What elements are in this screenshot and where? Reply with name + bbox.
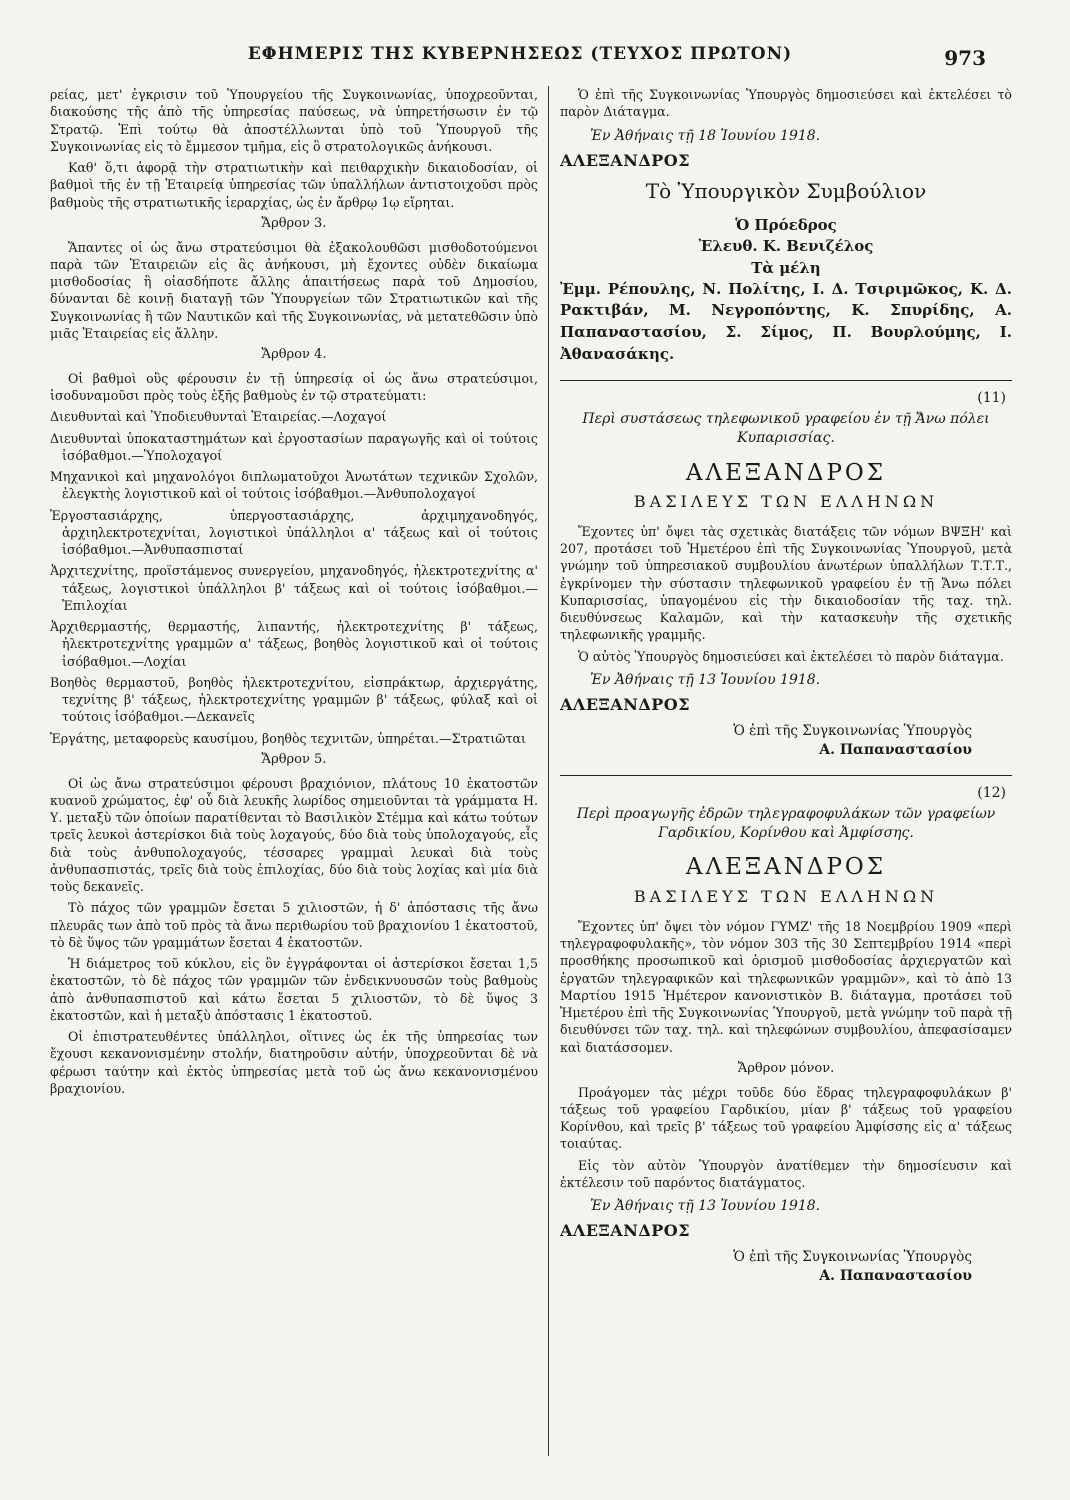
king-title: ΒΑΣΙΛΕΥΣ ΤΩΝ ΕΛΛΗΝΩΝ <box>633 886 939 906</box>
minister-signature <box>560 1248 972 1286</box>
rank-entry: Διευθυνταὶ ὑποκαταστημάτων καὶ ἐργοστασίων παραγωγῆς καὶ οἱ τούτοις ἰσόβαθμοι.—Ὑπολοχαγοί <box>50 430 538 463</box>
article-heading: Ἄρθρον 4. <box>261 347 327 363</box>
rank-entry: Ἀρχιτεχνίτης, προϊστάμενος συνεργείου, μηχανοδηγός, ἠλεκτροτεχνίτης α' τάξεως, λογιστικοὶ ὑπάλληλοι β' τάξεως καὶ οἱ τούτοις ἰσόβαθμοι.—Ἐπιλοχίαι <box>50 563 538 613</box>
minister-title: Ὁ ἐπὶ τῆς Συγκοινωνίας Ὑπουργὸς <box>733 723 972 740</box>
council-heading: Τὸ Ὑπουργικὸν Συμβούλιον <box>645 178 927 203</box>
paragraph: Ὁ ἐπὶ τῆς Συγκοινωνίας Ὑπουργὸς δημοσιεύσει καὶ ἐκτελέσει τὸ παρὸν Διάταγμα. <box>560 87 1012 120</box>
rank-entry: Ἐργοστασιάρχης, ὑπεργοστασιάρχης, ἀρχιμηχανοδηγός, ἀρχιηλεκτροτεχνίται, λογιστικοὶ ὑπάλληλοι α' τάξεως καὶ οἱ τούτοις ἰσόβαθμοι.—Ἀνθυπασπισταί <box>50 507 538 558</box>
column-divider <box>548 86 549 1456</box>
decree-number: (12) <box>977 784 1006 801</box>
left-column <box>50 86 538 1101</box>
paragraph: Ἔχοντες ὑπ' ὄψει τὸν νόμον ΓΥΜΖ' τῆς 18 Νοεμβρίου 1909 «περὶ τηλεγραφοφυλακῆς», τὸν νόμον 303 τῆς 30 Σεπτεμβρίου 1914 «περὶ προσθήκης προσωπικοῦ καὶ ὁρισμοῦ μισθοδοσίας ἀρχιεργατῶν καὶ ἐργατῶν τηλεγραφικῶν καὶ τηλεφωνικῶν γραμμῶν», καὶ τὸ ἀπὸ 13 Μαρτίου 1915 Ἡμέτερον κανονιστικὸν Β. διάταγμα, προτάσει τοῦ Ἡμετέρου ἐπὶ τῆς Συγκοινωνίας Ὑπουργοῦ, μετὰ γνώμην τοῦ παρὰ τῇ διευθύνσει τῶν ταχ. τηλ. καὶ τηλεφώνων συμβουλίου, ἀπεφασίσαμεν καὶ διατάσσομεν. <box>560 918 1012 1055</box>
king-signature: ΑΛΕΞΑΝΔΡΟΣ <box>560 695 691 715</box>
paragraph: Καθ' ὅ,τι ἀφορᾷ τὴν στρατιωτικὴν καὶ πειθαρχικὴν δικαιοδοσίαν, οἱ βαθμοὶ τῆς ἐν τῇ Ἑταιρείᾳ ὑπηρεσίας τῶν ὑπαλλήλων ἀντιστοιχοῦσι πρὸς βαθμοὺς τῆς στρατιωτικῆς ἱεραρχίας, ὡς ἐν ἄρθρῳ 1ῳ εἴρηται. <box>50 160 538 210</box>
minister-name: Α. Παπαναστασίου <box>819 741 972 758</box>
king-signature: ΑΛΕΞΑΝΔΡΟΣ <box>560 150 691 170</box>
rank-entry: Μηχανικοὶ καὶ μηχανολόγοι διπλωματοῦχοι Ἀνωτάτων τεχνικῶν Σχολῶν, ἐλεγκτὴς λογιστικοῦ καὶ οἱ τούτοις ἰσόβαθμοι.—Ἀνθυπολοχαγοί <box>50 469 538 502</box>
rank-entry: Διευθυνταὶ καὶ Ὑποδιευθυνταὶ Ἑταιρείας.—Λοχαγοί <box>50 409 387 425</box>
article-heading: Ἄρθρον μόνον. <box>737 1060 835 1076</box>
minister-title: Ὁ ἐπὶ τῆς Συγκοινωνίας Ὑπουργὸς <box>733 1249 972 1266</box>
decree-date: Ἐν Ἀθήναις τῇ 13 Ἰουνίου 1918. <box>590 671 821 688</box>
decree-number: (11) <box>977 389 1006 406</box>
minister-signature <box>560 722 972 760</box>
king-name: ΑΛΕΞΑΝΔΡΟΣ <box>685 459 887 486</box>
decree-date: Ἐν Ἀθήναις τῇ 13 Ἰουνίου 1918. <box>590 1198 821 1215</box>
paragraph: ρείας, μετ' ἐγκρισιν τοῦ Ὑπουργείου τῆς Συγκοινωνίας, ὑποχρεοῦνται, διακούσης τῆς ἀπὸ τῆς ὑπηρεσίας παύσεως, νὰ ὑπηρετήσωσιν ἐν τῷ Στρατῷ. Ἐπὶ τούτῳ θὰ ἀποστέλλωνται ὑπὸ τοῦ Ὑπουργοῦ τῆς Συγκοινωνίας εἰς τὸ ἔμμεσον τμῆμα, εἰς ὃ στρατολογικῶς ἀνήκουσι. <box>50 87 538 154</box>
paragraph: Ἅπαντες οἱ ὡς ἄνω στρατεύσιμοι θὰ ἐξακολουθῶσι μισθοδοτούμενοι παρὰ τῶν Ἑταιρειῶν εἰς ἃς ἀνήκουσι, μὴ ἔχοντες οὐδὲν δικαίωμα μισθοδοσίας ἢ οἱασδήποτε ἄλλης ἀπαιτήσεως παρὰ τοῦ Δημοσίου, δύνανται δὲ κοινῇ διαταγῇ τῶν Ὑπουργείων τῶν Στρατιωτικῶν καὶ τῆς Συγκοινωνίας ἢ τῶν Ναυτικῶν καὶ τῆς Συγκοινωνίας, νὰ μετατεθῶσιν ὑπὸ μιᾶς Ἑταιρείας εἰς ἄλλην. <box>50 239 538 341</box>
paragraph: Εἰς τὸν αὐτὸν Ὑπουργὸν ἀνατίθεμεν τὴν δημοσίευσιν καὶ ἐκτέλεσιν τοῦ παρόντος διατάγματος. <box>560 1157 1012 1190</box>
page-number: 973 <box>944 46 986 70</box>
right-column <box>560 86 1012 1297</box>
section-divider <box>560 775 1012 776</box>
paragraph: Οἱ βαθμοὶ οὓς φέρουσιν ἐν τῇ ὑπηρεσίᾳ οἱ ὡς ἄνω στρατεύσιμοι, ἰσοδυναμοῦσι πρὸς τοὺς ἑξῆς βαθμοὺς ἐν τῷ στρατεύματι: <box>50 370 538 404</box>
president-title: Ὁ Πρόεδρος <box>735 215 837 234</box>
article-heading: Ἄρθρον 3. <box>261 215 327 231</box>
page-header: ΕΦΗΜΕΡΙΣ ΤΗΣ ΚΥΒΕΡΝΗΣΕΩΣ (ΤΕΥΧΟΣ ΠΡΩΤΟΝ) <box>247 44 793 64</box>
article-heading: Ἄρθρον 5. <box>261 751 327 767</box>
section-divider <box>560 380 1012 381</box>
minister-name: Α. Παπαναστασίου <box>819 1268 972 1285</box>
paragraph: Ἡ διάμετρος τοῦ κύκλου, εἰς ὃν ἐγγράφονται οἱ ἀστερίσκοι ἔσεται 1,5 ἑκατοστῶν, τὸ δὲ πάχος τῶν γραμμῶν τῶν ἐνδεικνυουσῶν τοὺς βαθμοὺς ἀπὸ ἀνθυπασπιστοῦ καὶ κάτω ἔσεται 5 χιλιοστῶν, τὸ δὲ ὕψος 3 ἑκατοστῶν, καὶ ἡ μεταξὺ ἀπόστασις 1 ἑκατοστοῦ. <box>50 956 538 1023</box>
king-name: ΑΛΕΞΑΝΔΡΟΣ <box>685 854 887 881</box>
king-title: ΒΑΣΙΛΕΥΣ ΤΩΝ ΕΛΛΗΝΩΝ <box>633 492 939 512</box>
decree-date: Ἐν Ἀθήναις τῇ 18 Ἰουνίου 1918. <box>590 127 821 144</box>
paragraph: Ὁ αὐτὸς Ὑπουργὸς δημοσιεύσει καὶ ἐκτελέσει τὸ παρὸν διάταγμα. <box>578 648 1004 664</box>
rank-entry: Ἐργάτης, μεταφορεὺς καυσίμου, βοηθὸς τεχνιτῶν, ὑπηρέται.—Στρατιῶται <box>50 730 526 746</box>
paragraph: Οἱ ἐπιστρατευθέντες ὑπάλληλοι, οἵτινες ὡς ἐκ τῆς ὑπηρεσίας των ἔχουσι κεκανονισμένην στολήν, διατηροῦσιν αὐτήν, ὑποχρεοῦνται δὲ νὰ φέρωσι ταύτην καὶ ἐκτὸς ὑπηρεσίας μετὰ τοῦ ὡς ἄνω κεκανονισμένου βραχιονίου. <box>50 1029 538 1096</box>
paragraph: Ἔχοντες ὑπ' ὄψει τὰς σχετικὰς διατάξεις τῶν νόμων ΒΨΞΗ' καὶ 207, προτάσει τοῦ Ἡμετέρου ἐπὶ τῆς Συγκοινωνίας Ὑπουργοῦ, μετὰ γνώμην τοῦ ὑπηρεσιακοῦ συμβουλίου ἀνωτέρων ὑπαλλήλων Τ.Τ.Τ., ἐγκρίνομεν τὴν σύστασιν τηλεφωνικοῦ γραφείου ἐν τῇ Ἄνω πόλει Κυπαρισσίας, ὑπαγομένου εἰς τὴν δικαιοδοσίαν τῆς ταχ. τηλ. διευθύνσεως Καλαμῶν, καὶ τὴν κατασκευὴν τῆς σχετικῆς τηλεφωνικῆς γραμμῆς. <box>560 523 1012 643</box>
president-name: Ἐλευθ. Κ. Βενιζέλος <box>698 236 874 255</box>
members-title: Τὰ μέλη <box>751 259 821 278</box>
decree-title: Περὶ προαγωγῆς ἐδρῶν τηλεγραφοφυλάκων τῶν γραφείων Γαρδικίου, Κορίνθου καὶ Ἀμφίσσης. <box>576 805 996 841</box>
members-list: Ἐμμ. Ρέπουλης, Ν. Πολίτης, Ι. Δ. Τσιριμῶκος, Κ. Δ. Ρακτιβάν, Μ. Νεγροπόντης, Κ. Σπυρίδης, Α. Παπαναστασίου, Σ. Σίμος, Π. Βουρλούμης, Ι. Ἀθανασάκης. <box>560 279 1012 363</box>
rank-entry: Ἀρχιθερμαστής, θερμαστής, λιπαντής, ἠλεκτροτεχνίτης β' τάξεως, ἠλεκτροτεχνίτης γραμμῶν α' τάξεως, βοηθὸς λογιστικοῦ καὶ οἱ τούτοις ἰσόβαθμοι.—Λοχίαι <box>50 619 538 669</box>
paragraph: Τὸ πάχος τῶν γραμμῶν ἔσεται 5 χιλιοστῶν, ἡ δ' ἀπόστασις τῆς ἄνω πλευρᾶς των ἀπὸ τοῦ πρὸς τὰ ἄνω περιθωρίου τοῦ βραχιονίου 1 ἑκατοστοῦ, τὸ δὲ ὕψος τῶν γραμμάτων ἔσεται 4 ἑκατοστῶν. <box>50 900 538 950</box>
decree-title: Περὶ συστάσεως τηλεφωνικοῦ γραφείου ἐν τῇ Ἄνω πόλει Κυπαρισσίας. <box>582 410 990 446</box>
rank-entry: Βοηθὸς θερμαστοῦ, βοηθὸς ἠλεκτροτεχνίτου, εἰσπράκτωρ, ἀρχιεργάτης, τεχνίτης β' τάξεως, ἠλεκτροτεχνίτης γραμμῶν β' τάξεως, φύλαξ καὶ οἱ τούτοις ἰσόβαθμοι.—Δεκανεῖς <box>50 674 538 725</box>
paragraph: Προάγομεν τὰς μέχρι τοῦδε δύο ἕδρας τηλεγραφοφυλάκων β' τάξεως τοῦ γραφείου Γαρδικίου, μίαν β' τάξεως τοῦ γραφείου Κορίνθου, καὶ τρεῖς β' τάξεως τοῦ γραφείου Ἀμφίσσης εἰς α' τάξεως τοιαύτας. <box>560 1084 1012 1152</box>
paragraph: Οἱ ὡς ἄνω στρατεύσιμοι φέρουσι βραχιόνιον, πλάτους 10 ἑκατοστῶν κυανοῦ χρώματος, ἐφ' οὗ διὰ λευκῆς λωρίδος σημειοῦνται τὰ γράμματα Η. Υ. μεταξὺ τῶν ὁποίων παρατίθενται τὸ Βασιλικὸν Στέμμα καὶ κάτω τούτων τρεῖς λευκοὶ ἀστερίσκοι διὰ τοὺς λοχαγούς, δύο διὰ τοὺς ὑπολοχαγούς, εἷς διὰ τοὺς ἀνθυπολοχαγούς, τέσσαρες γραμμαὶ λευκαὶ διὰ τοὺς ἀνθυπασπιστάς, τρεῖς διὰ τοὺς ἐπιλοχίας, δύο διὰ τοὺς λοχίας καὶ μία διὰ τοὺς δεκανεῖς. <box>50 775 538 895</box>
king-signature: ΑΛΕΞΑΝΔΡΟΣ <box>560 1221 691 1241</box>
